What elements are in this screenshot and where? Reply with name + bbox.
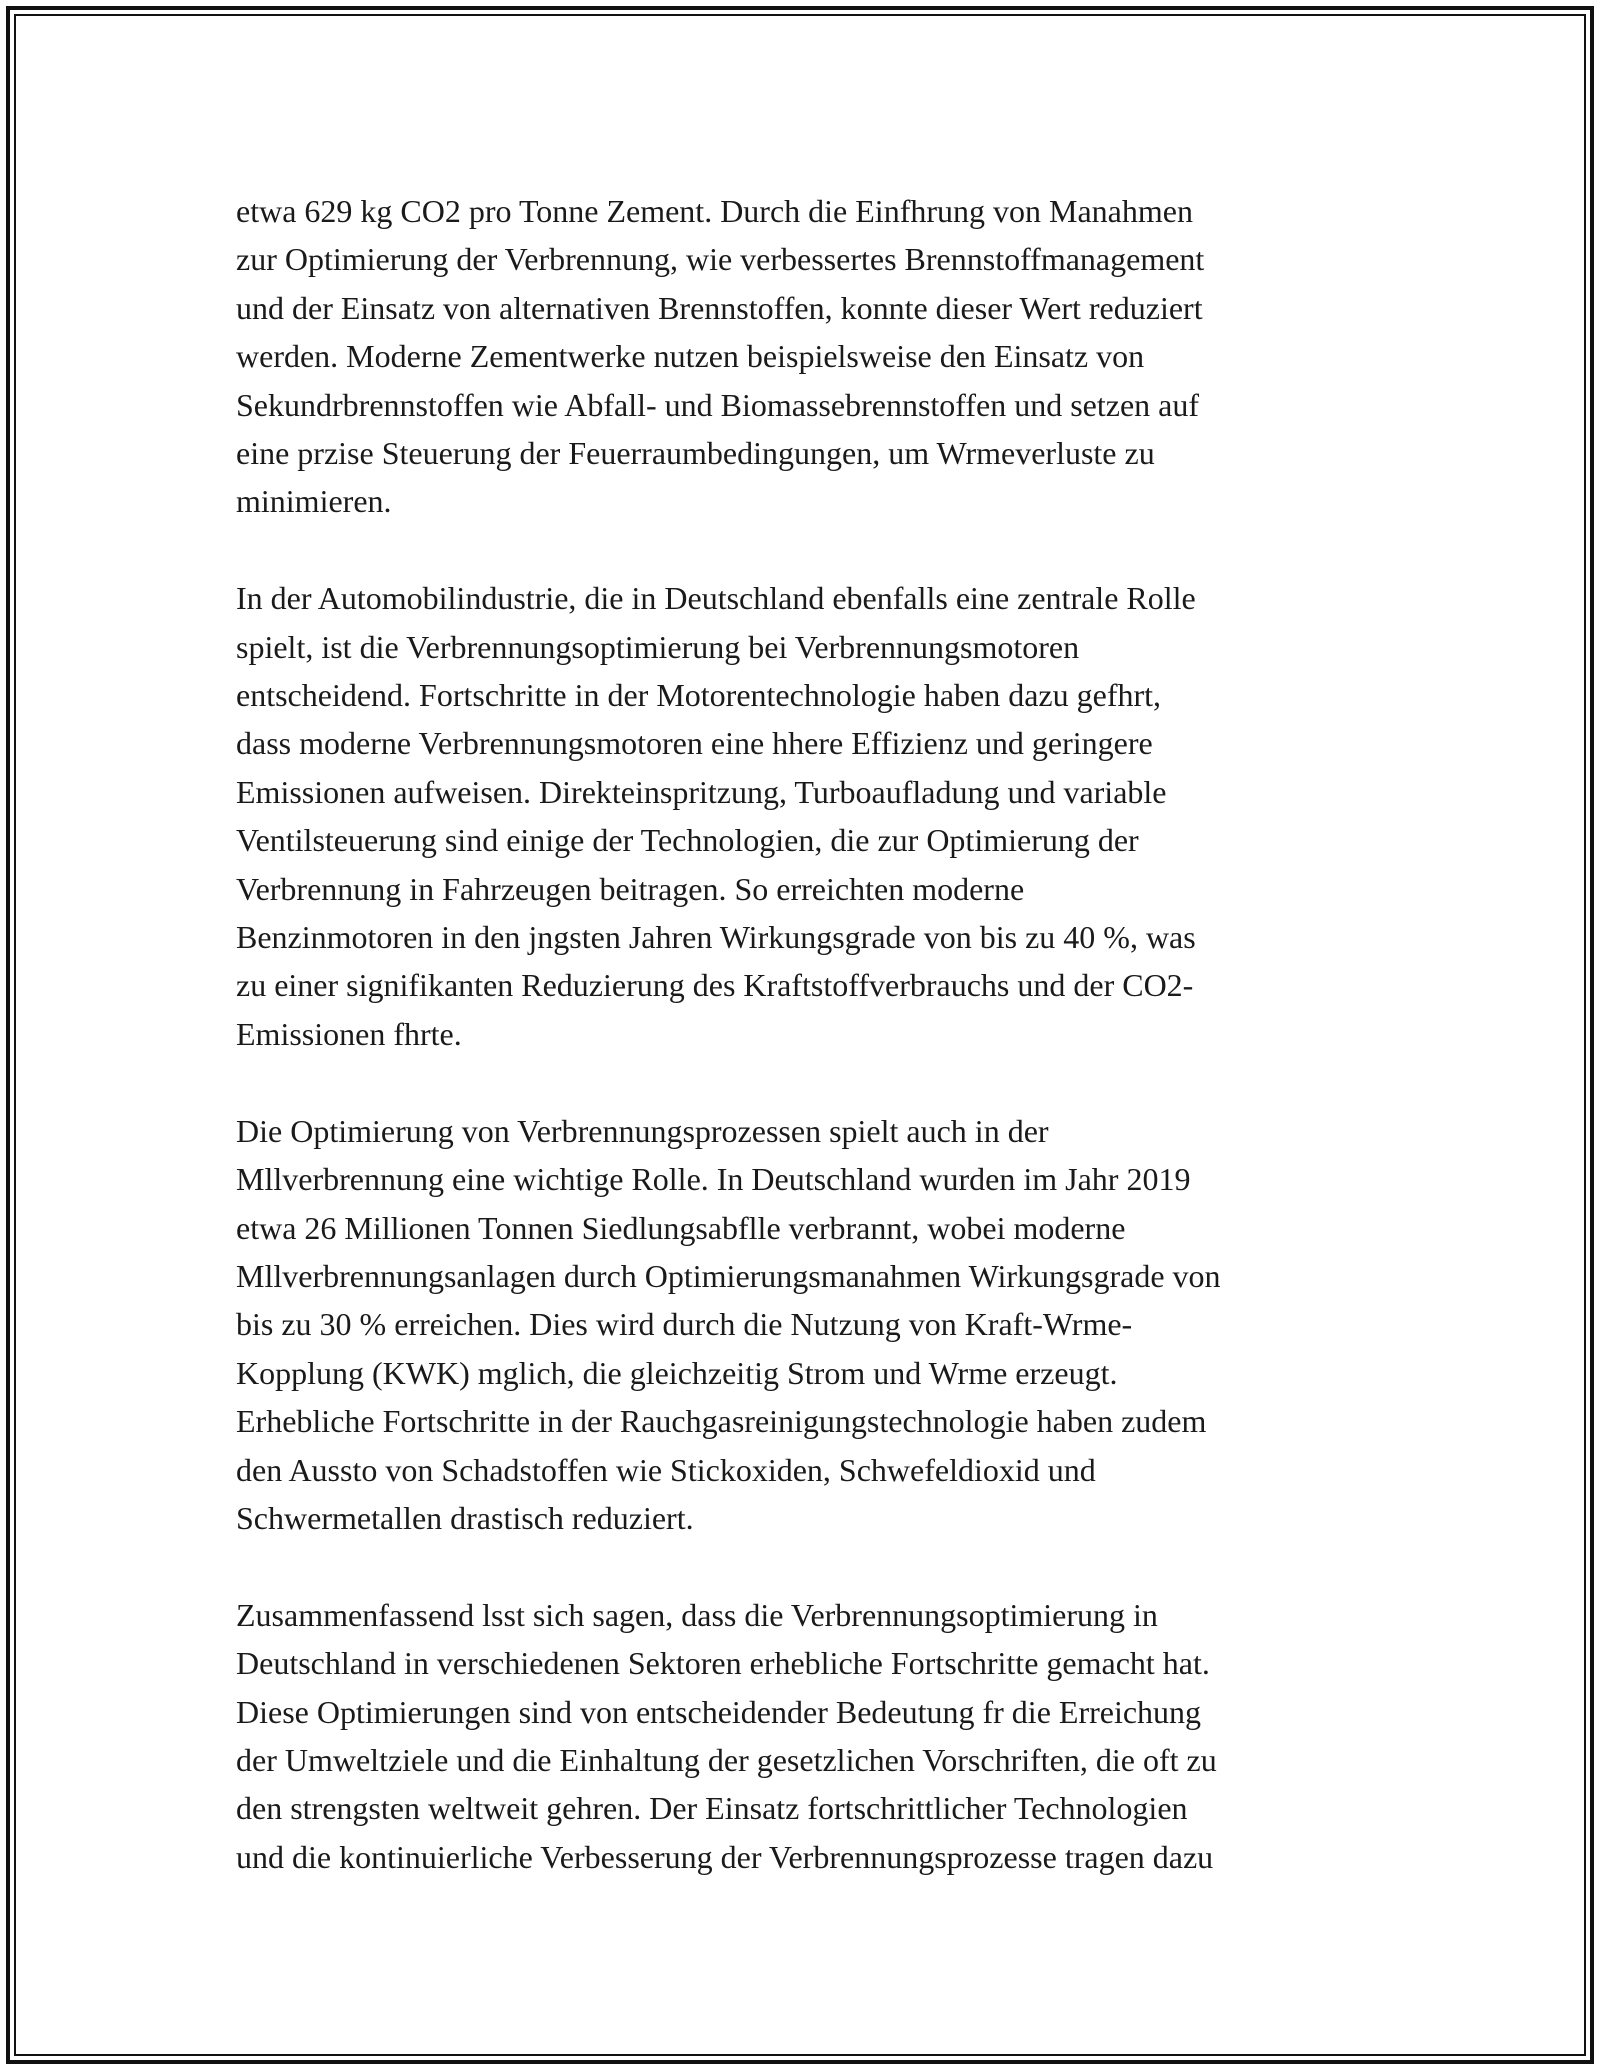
paragraph-cement <box>236 187 1376 526</box>
text-line: eine przise Steuerung der Feuerraumbedingungen, um Wrmeverluste zu <box>236 435 1155 472</box>
text-line: etwa 26 Millionen Tonnen Siedlungsabflle verbrannt, wobei moderne <box>236 1209 1126 1246</box>
text-line: Schwermetallen drastisch reduziert. <box>236 1499 694 1536</box>
text-line: Zusammenfassend lsst sich sagen, dass die Verbrennungsoptimierung in <box>236 1596 1158 1633</box>
text-line: spielt, ist die Verbrennungsoptimierung bei Verbrennungsmotoren <box>236 628 1080 665</box>
text-line: den Aussto von Schadstoffen wie Stickoxiden, Schwefeldioxid und <box>236 1451 1096 1488</box>
text-line: In der Automobilindustrie, die in Deutschland ebenfalls eine zentrale Rolle <box>236 580 1196 617</box>
text-line: Mllverbrennungsanlagen durch Optimierungsmanahmen Wirkungsgrade von <box>236 1257 1221 1294</box>
paragraph-waste-incineration <box>236 1107 1376 1543</box>
text-line: Erhebliche Fortschritte in der Rauchgasreinigungstechnologie haben zudem <box>236 1403 1207 1440</box>
text-line: Mllverbrennung eine wichtige Rolle. In Deutschland wurden im Jahr 2019 <box>236 1161 1191 1198</box>
paragraph-summary <box>236 1591 1376 1881</box>
text-line: werden. Moderne Zementwerke nutzen beispielsweise den Einsatz von <box>236 338 1145 375</box>
text-line: zur Optimierung der Verbrennung, wie verbessertes Brennstoffmanagement <box>236 241 1205 278</box>
text-line: Diese Optimierungen sind von entscheidender Bedeutung fr die Erreichung <box>236 1693 1202 1730</box>
text-line: etwa 629 kg CO2 pro Tonne Zement. Durch die Einfhrung von Manahmen <box>236 193 1193 229</box>
text-line: Sekundrbrennstoffen wie Abfall- und Biomassebrennstoffen und setzen auf <box>236 386 1200 423</box>
text-line: minimieren. <box>236 483 392 520</box>
text-line: Kopplung (KWK) mglich, die gleichzeitig Strom und Wrme erzeugt. <box>236 1354 1118 1391</box>
text-line: der Umweltziele und die Einhaltung der gesetzlichen Vorschriften, die oft zu <box>236 1741 1217 1778</box>
text-line: Die Optimierung von Verbrennungsprozessen spielt auch in der <box>236 1112 1049 1149</box>
text-line: bis zu 30 % erreichen. Dies wird durch die Nutzung von Kraft-Wrme- <box>236 1306 1133 1343</box>
text-line: Benzinmotoren in den jngsten Jahren Wirkungsgrade von bis zu 40 %, was <box>236 919 1196 956</box>
text-line: Emissionen fhrte. <box>236 1015 462 1052</box>
text-line: dass moderne Verbrennungsmotoren eine hhere Effizienz und geringere <box>236 725 1153 762</box>
text-line: den strengsten weltweit gehren. Der Einsatz fortschrittlicher Technologien <box>236 1790 1188 1827</box>
text-line: und die kontinuierliche Verbesserung der Verbrennungsprozesse tragen dazu <box>236 1838 1214 1875</box>
text-line: zu einer signifikanten Reduzierung des Kraftstoffverbrauchs und der CO2- <box>236 967 1194 1004</box>
text-line: Deutschland in verschiedenen Sektoren erhebliche Fortschritte gemacht hat. <box>236 1645 1210 1682</box>
text-line: und der Einsatz von alternativen Brennstoffen, konnte dieser Wert reduziert <box>236 289 1203 326</box>
text-line: Ventilsteuerung sind einige der Technologien, die zur Optimierung der <box>236 822 1139 859</box>
document-body <box>236 187 1376 1930</box>
paragraph-automotive <box>236 574 1376 1058</box>
text-line: entscheidend. Fortschritte in der Motorentechnologie haben dazu gefhrt, <box>236 677 1162 714</box>
text-line: Verbrennung in Fahrzeugen beitragen. So erreichten moderne <box>236 870 1025 907</box>
text-line: Emissionen aufweisen. Direkteinspritzung, Turboaufladung und variable <box>236 773 1167 810</box>
